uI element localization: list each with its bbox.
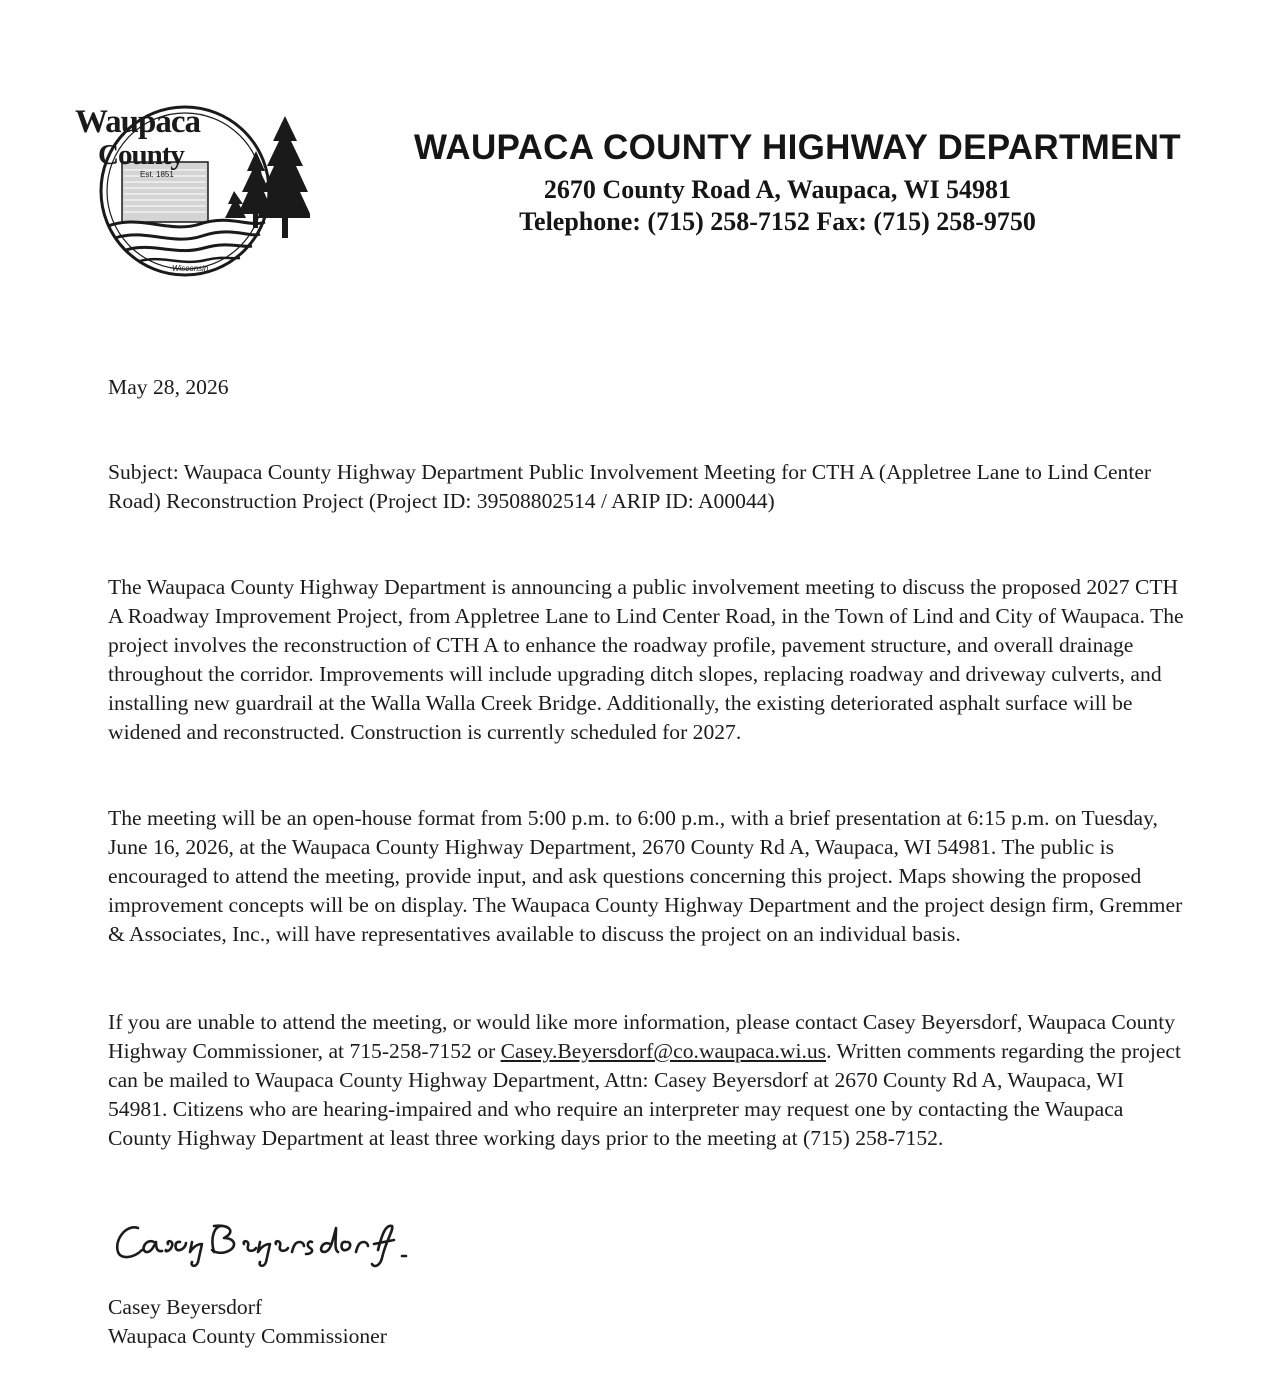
- logo-text-county: County: [98, 139, 184, 171]
- logo-text-state: Wisconsin: [172, 264, 209, 273]
- letterhead: [330, 128, 1225, 238]
- department-address: 2670 County Road A, Waupaca, WI 54981: [543, 175, 1012, 204]
- contact-text-after-email: . Written comments regarding the project can be mailed to Waupaca County Highway Department, Attn: Casey Beyersdorf at 2670 County Rd A, Waupaca, WI 54981. Citizens who are hearing-impaired and who require an interpreter may request one by contacting the Waupaca County Highway Department at least three working days prior to the meeting at (715) 258-7152.: [108, 1039, 1181, 1150]
- email-link[interactable]: Casey.Beyersdorf@co.waupaca.wi.us: [500, 1039, 827, 1063]
- paragraph-contact-info: [108, 1008, 1188, 1153]
- signatory-title: Waupaca County Commissioner: [108, 1324, 387, 1348]
- handwritten-signature: [110, 1210, 410, 1270]
- department-phone-fax: Telephone: (715) 258-7152 Fax: (715) 258-9750: [519, 207, 1036, 236]
- paragraph-project-description: The Waupaca County Highway Department is announcing a public involvement meeting to discuss the proposed 2027 CTH A Roadway Improvement Project, from Appletree Lane to Lind Center Road, in the Town of Lind and City of Waupaca. The project involves the reconstruction of CTH A to enhance the roadway profile, pavement structure, and overall drainage throughout the corridor. Improvements will include upgrading ditch slopes, replacing roadway and driveway culverts, and installing new guardrail at the Walla Walla Creek Bridge. Additionally, the existing deteriorated asphalt surface will be widened and reconstructed. Construction is currently scheduled for 2027.: [108, 575, 1184, 744]
- letter-date: May 28, 2026: [108, 375, 229, 399]
- paragraph-meeting-details: The meeting will be an open-house format from 5:00 p.m. to 6:00 p.m., with a brief presentation at 6:15 p.m. on Tuesday, June 16, 2026, at the Waupaca County Highway Department, 2670 County Rd A, Waupaca, WI 54981. The public is encouraged to attend the meeting, provide input, and ask questions concerning this project. Maps showing the proposed improvement concepts will be on display. The Waupaca County Highway Department and the project design firm, Gremmer & Associates, Inc., will have representatives available to discuss the project on an individual basis.: [108, 806, 1183, 946]
- county-logo: [60, 96, 310, 286]
- department-name: WAUPACA COUNTY HIGHWAY DEPARTMENT: [414, 128, 1181, 167]
- logo-text-waupaca: Waupaca: [75, 104, 201, 140]
- contact-text-before-email: If you are unable to attend the meeting, or would like more information, please contact Casey Beyersdorf, Waupaca County Highway Commissioner, at 715-258-7152 or: [108, 1010, 1176, 1063]
- signature-graphic: [110, 1210, 410, 1270]
- letter-subject: Subject: Waupaca County Highway Department Public Involvement Meeting for CTH A (Appletree Lane to Lind Center Road) Reconstruction Project (Project ID: 39508802514 / ARIP ID: A00044): [108, 460, 1152, 513]
- signatory-name: Casey Beyersdorf: [108, 1295, 263, 1319]
- logo-text-established: Est. 1851: [140, 170, 174, 179]
